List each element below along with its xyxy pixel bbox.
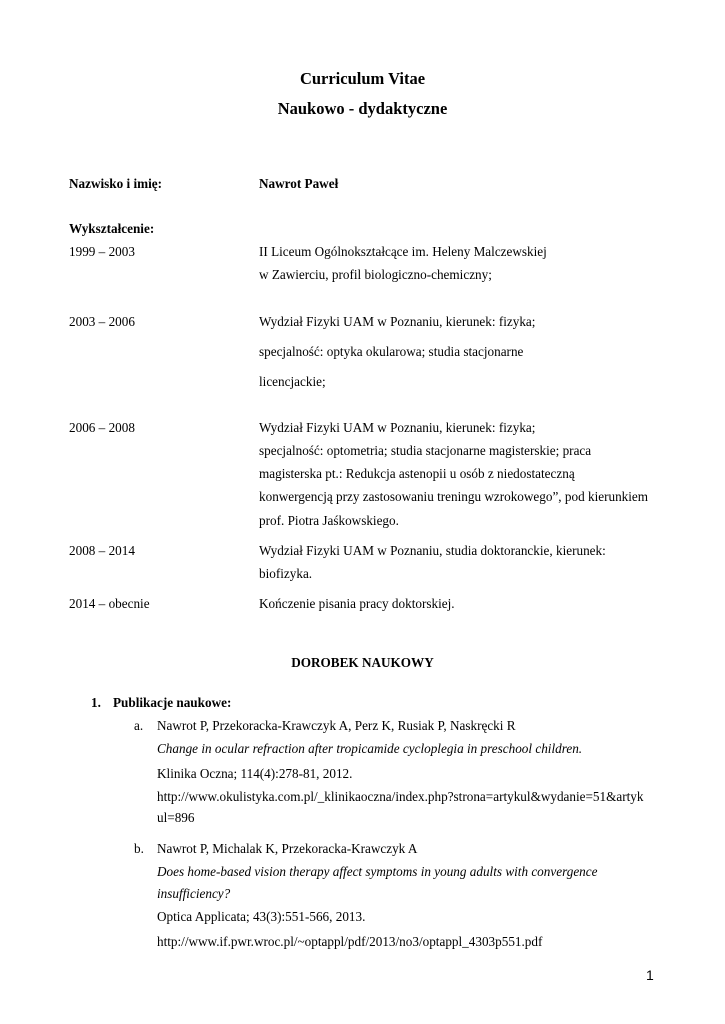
publication-url[interactable]: http://www.okulistyka.com.pl/_klinikaoczna/index.php?strona=artykul&wydanie=51&artyk bbox=[157, 789, 644, 804]
name-label: Nazwisko i imię: bbox=[69, 176, 163, 191]
education-line: specjalność: optometria; studia stacjonarne magisterskie; praca bbox=[259, 443, 592, 458]
education-period: 2003 – 2006 bbox=[69, 314, 135, 329]
publication-journal: Optica Applicata; 43(3):551-566, 2013. bbox=[157, 909, 366, 924]
publication-marker: b. bbox=[134, 841, 144, 856]
education-heading: Wykształcenie: bbox=[69, 221, 155, 236]
publications-heading: Publikacje naukowe: bbox=[113, 695, 232, 710]
publication-url[interactable]: ul=896 bbox=[157, 810, 195, 825]
education-line: prof. Piotra Jaśkowskiego. bbox=[259, 513, 399, 528]
page-subtitle: Naukowo - dydaktyczne bbox=[277, 99, 448, 118]
education-line: konwergencją przy zastosowaniu treningu wzrokowego”, pod kierunkiem bbox=[259, 489, 649, 504]
publication-authors: Nawrot P, Michalak K, Przekoracka-Krawczyk A bbox=[157, 841, 418, 856]
education-line: II Liceum Ogólnokształcące im. Heleny Malczewskiej bbox=[259, 244, 547, 259]
publication-journal: Klinika Oczna; 114(4):278-81, 2012. bbox=[157, 766, 353, 781]
section-heading: DOROBEK NAUKOWY bbox=[291, 655, 434, 670]
education-period: 2014 – obecnie bbox=[69, 596, 150, 611]
education-line: Kończenie pisania pracy doktorskiej. bbox=[259, 596, 455, 611]
education-line: Wydział Fizyki UAM w Poznaniu, kierunek: fizyka; bbox=[259, 314, 536, 329]
list-number: 1. bbox=[91, 695, 101, 710]
publication-title: Does home-based vision therapy affect symptoms in young adults with convergence bbox=[157, 864, 598, 879]
education-line: specjalność: optyka okularowa; studia stacjonarne bbox=[259, 344, 524, 359]
publication-marker: a. bbox=[134, 718, 144, 733]
education-period: 1999 – 2003 bbox=[69, 244, 135, 259]
publication-url[interactable]: http://www.if.pwr.wroc.pl/~optappl/pdf/2013/no3/optappl_4303p551.pdf bbox=[157, 934, 543, 949]
education-line: Wydział Fizyki UAM w Poznaniu, kierunek: fizyka; bbox=[259, 420, 536, 435]
publication-authors: Nawrot P, Przekoracka-Krawczyk A, Perz K, Rusiak P, Naskręcki R bbox=[157, 718, 516, 733]
education-period: 2008 – 2014 bbox=[69, 543, 135, 558]
education-line: w Zawierciu, profil biologiczno-chemiczny; bbox=[259, 267, 492, 282]
publication-title: insufficiency? bbox=[157, 886, 231, 901]
education-line: licencjackie; bbox=[259, 374, 326, 389]
publication-title: Change in ocular refraction after tropicamide cycloplegia in preschool children. bbox=[157, 741, 583, 756]
education-line: magisterska pt.: Redukcja astenopii u osób z niedostateczną bbox=[259, 466, 575, 481]
education-line: biofizyka. bbox=[259, 566, 313, 581]
education-period: 2006 – 2008 bbox=[69, 420, 135, 435]
education-line: Wydział Fizyki UAM w Poznaniu, studia doktoranckie, kierunek: bbox=[259, 543, 606, 558]
name-value: Nawrot Paweł bbox=[259, 176, 339, 191]
page-title: Curriculum Vitae bbox=[299, 69, 426, 88]
page-number: 1 bbox=[646, 967, 654, 983]
